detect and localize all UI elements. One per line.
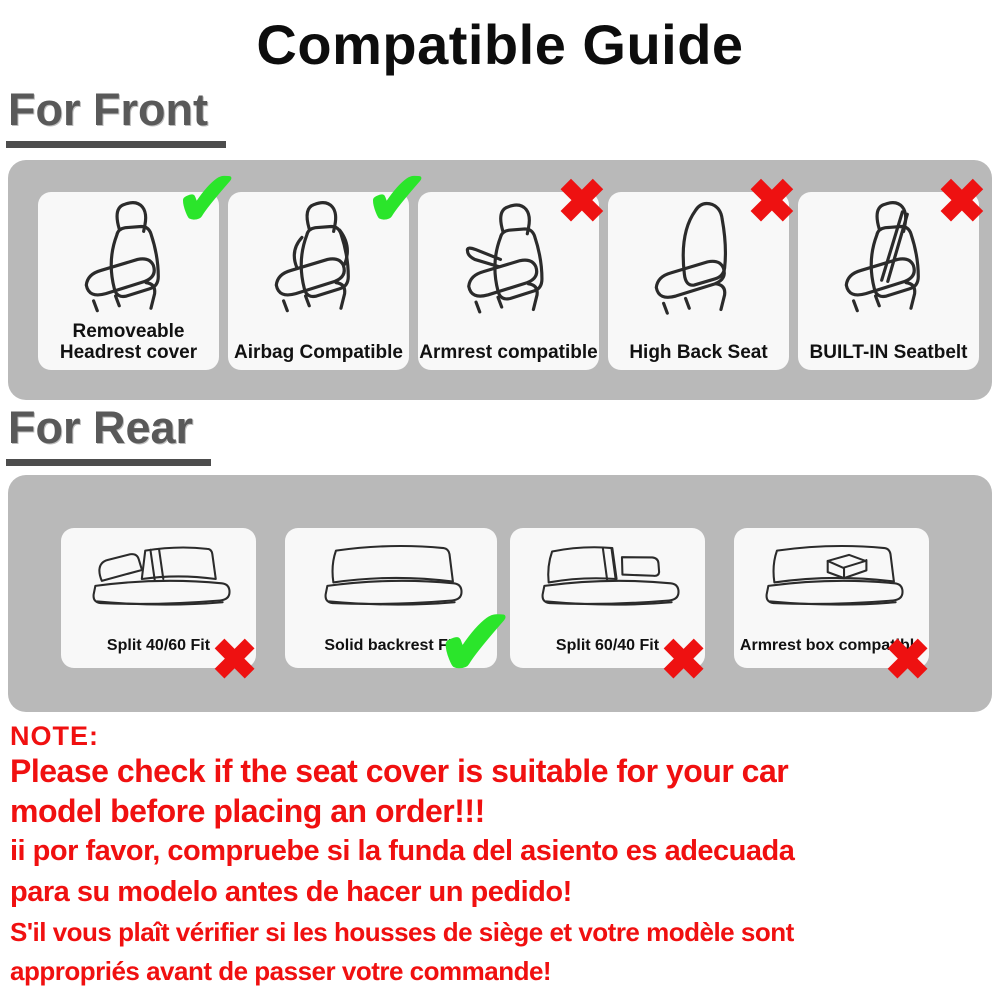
card-label: Removeable Headrest cover	[59, 321, 198, 363]
rear-card-armrest-box	[734, 528, 931, 691]
card-label: Airbag Compatible	[234, 342, 403, 363]
rear-bench-split-40-60-icon	[71, 536, 247, 622]
page-title: Compatible Guide	[256, 13, 744, 76]
card-label: Armrest compatible	[419, 342, 598, 363]
note-section	[10, 721, 794, 991]
cross-icon: ✖	[211, 628, 258, 691]
note-line-en-1: Please check if the seat cover is suitable for your car	[10, 753, 789, 789]
rear-card-solid-backrest	[285, 528, 515, 695]
front-card-removable-headrest	[38, 157, 239, 370]
note-line-fr-2: appropriés avant de passer votre commande!	[10, 956, 552, 986]
front-card-builtin-seatbelt	[798, 168, 987, 370]
cross-icon: ✖	[746, 168, 797, 235]
rear-card-split-60-40	[510, 528, 707, 691]
card-label: Solid backrest FIt	[324, 637, 458, 654]
rear-card-split-40-60	[61, 528, 258, 691]
check-icon: ✔	[436, 590, 515, 695]
card-label: Split 40/60 Fit	[106, 637, 211, 654]
front-card-airbag	[228, 157, 429, 370]
rear-compatibility-panel	[8, 475, 992, 712]
front-card-armrest	[418, 168, 607, 370]
note-line-es-2: para su modelo antes de hacer un pedido!	[10, 876, 572, 908]
note-line-es-1: ii por favor, compruebe si la funda del asiento es adecuada	[10, 835, 795, 867]
note-line-fr-1: S'il vous plaît vérifier si les housses de siège et votre modèle sont	[10, 917, 794, 947]
cross-icon: ✖	[936, 168, 987, 235]
rear-bench-split-60-40-icon	[520, 536, 696, 622]
front-compatibility-panel	[8, 157, 992, 400]
rear-bench-armrest-box-icon	[744, 536, 920, 622]
check-icon: ✔	[175, 157, 239, 242]
note-line-en-2: model before placing an order!!!	[10, 793, 485, 829]
check-icon: ✔	[365, 157, 429, 242]
section-heading-front: For Front	[6, 84, 226, 148]
front-card-high-back	[608, 168, 797, 370]
cross-icon: ✖	[556, 168, 607, 235]
card-label: Armrest box compatible	[739, 637, 924, 654]
cross-icon: ✖	[660, 628, 707, 691]
note-label: NOTE:	[10, 721, 99, 751]
section-heading-rear: For Rear	[6, 402, 211, 466]
card-label: BUILT-IN Seatbelt	[809, 342, 968, 363]
cross-icon: ✖	[884, 628, 931, 691]
card-label: Split 60/40 Fit	[555, 637, 660, 654]
card-label: High Back Seat	[629, 342, 768, 363]
